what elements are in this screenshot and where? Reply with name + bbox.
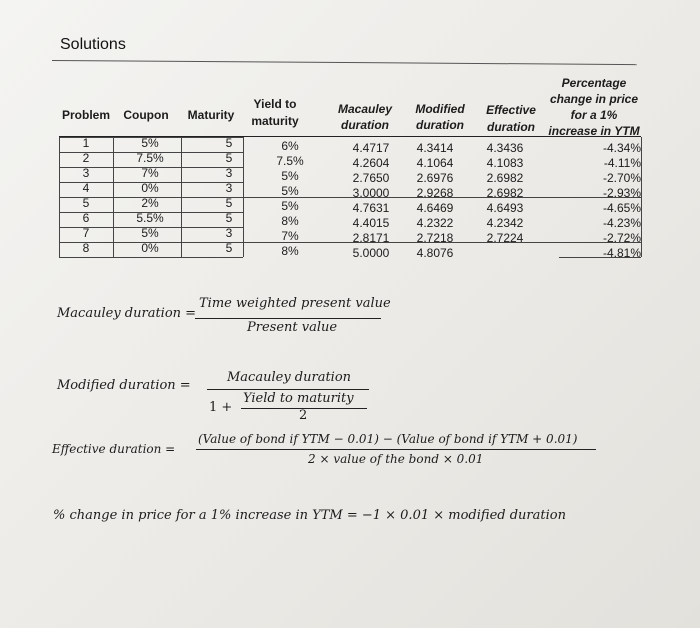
cell-pct-change: -4.11% [603, 156, 641, 170]
cell-pct-change: -4.23% [602, 216, 641, 230]
formula-pct-change [53, 508, 566, 523]
cell-pct-change: -4.65% [602, 201, 641, 215]
cell-effective: 2.6982 [486, 171, 524, 185]
cell-macaulay: 2.7650 [352, 171, 390, 185]
cell-modified: 4.1064 [416, 156, 454, 170]
header-coupon: Coupon [123, 108, 169, 122]
cell-effective: 4.6493 [486, 201, 524, 215]
cell-ytm: 5% [281, 169, 299, 183]
cell-maturity: 3 [225, 181, 233, 195]
cell-ytm: 5% [281, 199, 299, 213]
cell-problem: 6 [82, 211, 90, 225]
header-ytm-line1: Yield to [253, 97, 297, 111]
cell-maturity: 5 [225, 211, 233, 225]
table-row [59, 151, 649, 170]
cell-modified: 4.8076 [416, 246, 454, 260]
effective-lhs: Effective duration = [52, 442, 176, 456]
cell-problem: 1 [82, 136, 90, 150]
table-row [59, 211, 649, 230]
cell-coupon: 7% [141, 166, 159, 180]
cell-effective: 4.1083 [486, 156, 524, 170]
header-ytm-line2: maturity [251, 114, 299, 128]
cell-macaulay: 4.2604 [352, 156, 390, 170]
cell-coupon: 0% [141, 181, 159, 195]
cell-macaulay: 4.4717 [352, 141, 390, 155]
macaulay-denominator: Present value [247, 320, 338, 335]
formula-macaulay [57, 296, 397, 346]
cell-problem: 7 [82, 226, 90, 240]
cell-modified: 4.2322 [416, 216, 454, 230]
cell-problem: 4 [82, 181, 90, 195]
formula-modified [57, 370, 387, 430]
table-row [59, 181, 649, 200]
effective-numerator: (Value of bond if YTM − 0.01) − (Value of bond if YTM + 0.01) [198, 432, 578, 446]
cell-ytm: 7% [281, 229, 299, 243]
header-modified-line2: duration [416, 118, 464, 132]
cell-problem: 3 [82, 166, 90, 180]
effective-denominator: 2 × value of the bond × 0.01 [308, 452, 484, 466]
cell-macaulay: 4.4015 [352, 216, 390, 230]
modified-denom-prefix: 1 + [209, 400, 233, 415]
cell-coupon: 7.5% [136, 151, 164, 165]
cell-ytm: 8% [281, 244, 299, 258]
cell-maturity: 5 [225, 136, 233, 150]
cell-modified: 4.6469 [416, 201, 454, 215]
modified-fraction-bar [207, 389, 369, 390]
cell-modified: 4.3414 [416, 141, 454, 155]
cell-coupon: 5% [141, 136, 159, 150]
table-row [59, 136, 649, 155]
cell-effective: 2.7224 [486, 231, 524, 245]
header-effective-line1: Effective [486, 103, 536, 117]
cell-problem: 2 [82, 151, 90, 165]
effective-fraction-bar [196, 449, 596, 450]
cell-maturity: 5 [225, 151, 233, 165]
cell-pct-change: -2.93% [602, 186, 641, 200]
cell-pct-change: -4.81% [602, 246, 641, 260]
cell-modified: 2.6976 [416, 171, 454, 185]
cell-problem: 5 [82, 196, 90, 210]
cell-coupon: 2% [141, 196, 159, 210]
cell-ytm: 8% [281, 214, 299, 228]
title-divider [52, 60, 637, 65]
cell-macaulay: 3.0000 [352, 186, 390, 200]
header-maturity: Maturity [187, 108, 235, 122]
cell-modified: 2.9268 [416, 186, 454, 200]
cell-problem: 8 [82, 241, 90, 255]
header-modified-line1: Modified [415, 102, 465, 116]
cell-pct-change: -4.34% [602, 141, 641, 155]
header-pct-line1: Percentage [561, 76, 627, 90]
cell-modified: 2.7218 [416, 231, 454, 245]
cell-coupon: 5.5% [136, 211, 164, 225]
formula-effective [52, 432, 642, 472]
modified-denom-denominator: 2 [299, 408, 308, 423]
macaulay-numerator: Time weighted present value [199, 296, 391, 311]
modified-lhs: Modified duration = [57, 378, 191, 393]
cell-coupon: 5% [141, 226, 159, 240]
pct-change-text: % change in price for a 1% increase in YTM = −1 × 0.01 × modified duration [53, 508, 566, 523]
cell-macaulay: 4.7631 [352, 201, 390, 215]
page-title: Solutions [60, 36, 126, 53]
macaulay-fraction-bar [195, 318, 381, 319]
table-row [59, 226, 649, 245]
cell-maturity: 5 [225, 241, 233, 255]
cell-effective: 2.6982 [486, 186, 524, 200]
cell-ytm: 7.5% [276, 154, 304, 168]
cell-maturity: 3 [225, 226, 233, 240]
table-rows [59, 135, 649, 265]
cell-effective: 4.3436 [486, 141, 524, 155]
table-row [59, 241, 649, 260]
cell-pct-change: -2.72% [602, 231, 641, 245]
cell-ytm: 6% [281, 139, 299, 153]
header-pct-line2: change in price [549, 92, 639, 106]
cell-maturity: 3 [225, 166, 233, 180]
cell-ytm: 5% [281, 184, 299, 198]
cell-pct-change: -2.70% [602, 171, 641, 185]
modified-numerator: Macauley duration [227, 370, 352, 385]
modified-denom-numerator: Yield to maturity [243, 391, 354, 406]
cell-macaulay: 5.0000 [352, 246, 390, 260]
cell-macaulay: 2.8171 [352, 231, 390, 245]
macaulay-lhs: Macauley duration = [57, 306, 197, 321]
table-row [59, 196, 649, 215]
table-row [59, 166, 649, 185]
header-problem: Problem [61, 108, 110, 122]
header-macaulay-line2: duration [341, 118, 389, 132]
header-pct-line4: increase in YTM [548, 124, 640, 138]
cell-maturity: 5 [225, 196, 233, 210]
header-macaulay-line1: Macauley [337, 102, 393, 116]
cell-effective: 4.2342 [486, 216, 524, 230]
header-pct-line3: for a 1% [570, 108, 618, 122]
header-effective-line2: duration [487, 120, 535, 134]
cell-coupon: 0% [141, 241, 159, 255]
